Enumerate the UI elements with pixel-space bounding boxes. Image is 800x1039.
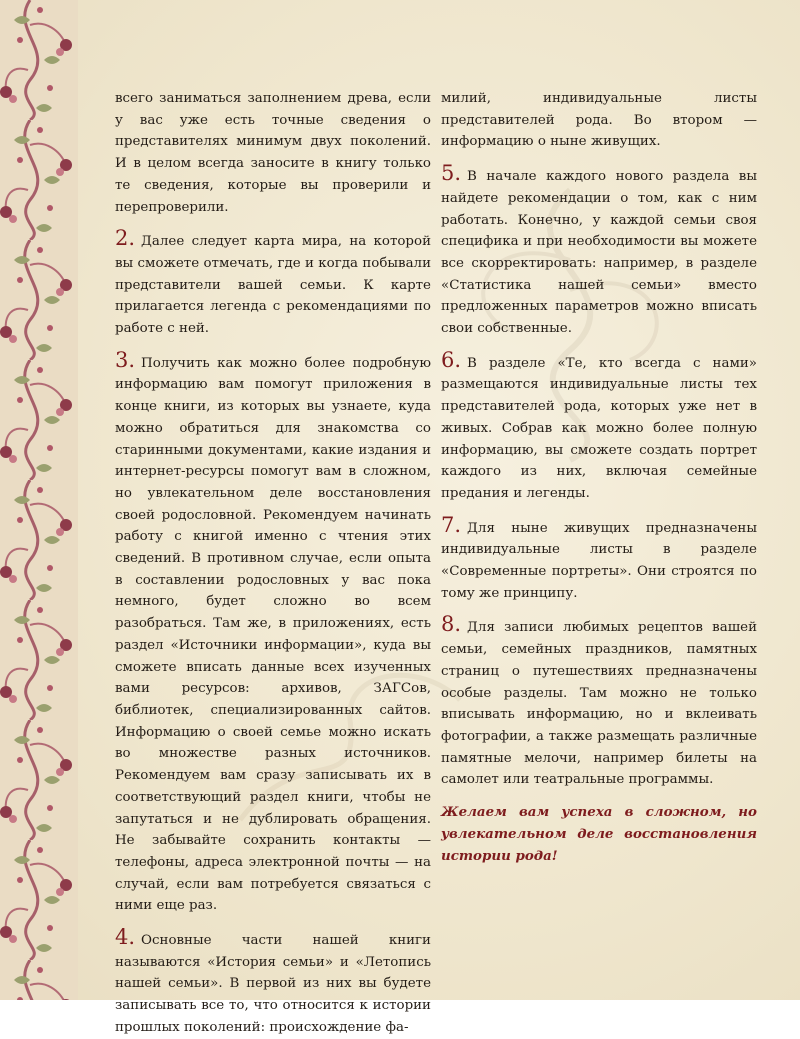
paragraph-8: 8. Для записи любимых рецептов вашей семьи, семейных праздников, памятных страниц о путешествиях предназначены особые разделы. Там можно не только вписывать информацию, но и вклеивать фотографии, а также размещать различные памятные мелочи, например билеты на самолет или театральные программы. bbox=[441, 612, 757, 788]
paragraph-3: 3. Получить как можно более подробную информацию вам помогут приложения в конце книги, из которых вы узнаете, куда можно обратиться для знакомства со старинными документами, какие издания и интернет-ресурсы помогут вам в сложном, но увлекательном деле восстановления своей родословной. Рекомендуем начинать работу с книгой именно с чтения этих сведений. В противном случае, если опыта в составлении родословных у вас пока немного, будет сложно во всем разобраться. Там же, в приложениях, есть раздел «Источники информации», куда вы сможете вписать данные всех изученных вами ресурсов: архивов, ЗАГСов, библиотек, специализированных сайтов. Информацию о своей семье можно искать во множестве разных источников. Рекомендуем вам сразу записывать их в соответствующий раздел книги, чтобы не запутаться и не дублировать обращения. Не забывайте сохранить контакты — телефоны, адреса электронной почты — на случай, если вам потребуется связаться с ними еще раз. bbox=[115, 347, 431, 914]
paragraph-intro-continued: всего заниматься заполнением древа, если у вас уже есть точные сведения о представителях минимум двух поколений. И в целом всегда заносите в книгу только те сведения, которые вы проверили и перепроверили. bbox=[115, 91, 431, 215]
item-number: 8. bbox=[441, 612, 462, 637]
paragraph-6: 6. В разделе «Те, кто всегда с нами» размещаются индивидуальные листы тех представителей рода, которых уже нет в живых. Собрав как можно более полную информацию, вы сможете создать портрет каждого из них, включая семейные предания и легенды. bbox=[441, 347, 757, 501]
right-column bbox=[441, 88, 757, 867]
item-number: 6. bbox=[441, 347, 462, 372]
paragraph-2: 2. Далее следует карта мира, на которой вы сможете отмечать, где и когда побывали представители вашей семьи. К карте прилагается легенда с рекомендациями по работе с ней. bbox=[115, 226, 431, 337]
closing-wish: Желаем вам успеха в сложном, но увлекательном деле восстановления истории рода! bbox=[441, 804, 757, 864]
left-column bbox=[115, 88, 431, 1039]
item-number: 7. bbox=[441, 512, 462, 537]
paragraph-4: 4. Основные части нашей книги называются «История семьи» и «Летопись нашей семьи». В первой из них вы будете записывать все то, что относится к истории прошлых поколений: происхождение фа- bbox=[115, 925, 431, 1035]
item-number: 5. bbox=[441, 161, 462, 186]
paragraph-5: 5. В начале каждого нового раздела вы найдете рекомендации о том, как с ним работать. Конечно, у каждой семьи своя специфика и при необходимости вы можете все скорректировать: например, в разделе «Статистика нашей семьи» вместо предложенных параметров можно вписать свои собственные. bbox=[441, 161, 757, 337]
item-number: 4. bbox=[115, 925, 136, 950]
item-number: 2. bbox=[115, 226, 136, 251]
floral-border bbox=[0, 0, 78, 1000]
paragraph-7: 7. Для ныне живущих предназначены индивидуальные листы в разделе «Современные портреты». Они строятся по тому же принципу. bbox=[441, 512, 757, 601]
item-number: 3. bbox=[115, 347, 136, 372]
floral-ornament-icon bbox=[0, 0, 78, 1000]
paragraph-4-continued: милий, индивидуальные листы представителей рода. Во втором — информацию о ныне живущих. bbox=[441, 91, 757, 150]
